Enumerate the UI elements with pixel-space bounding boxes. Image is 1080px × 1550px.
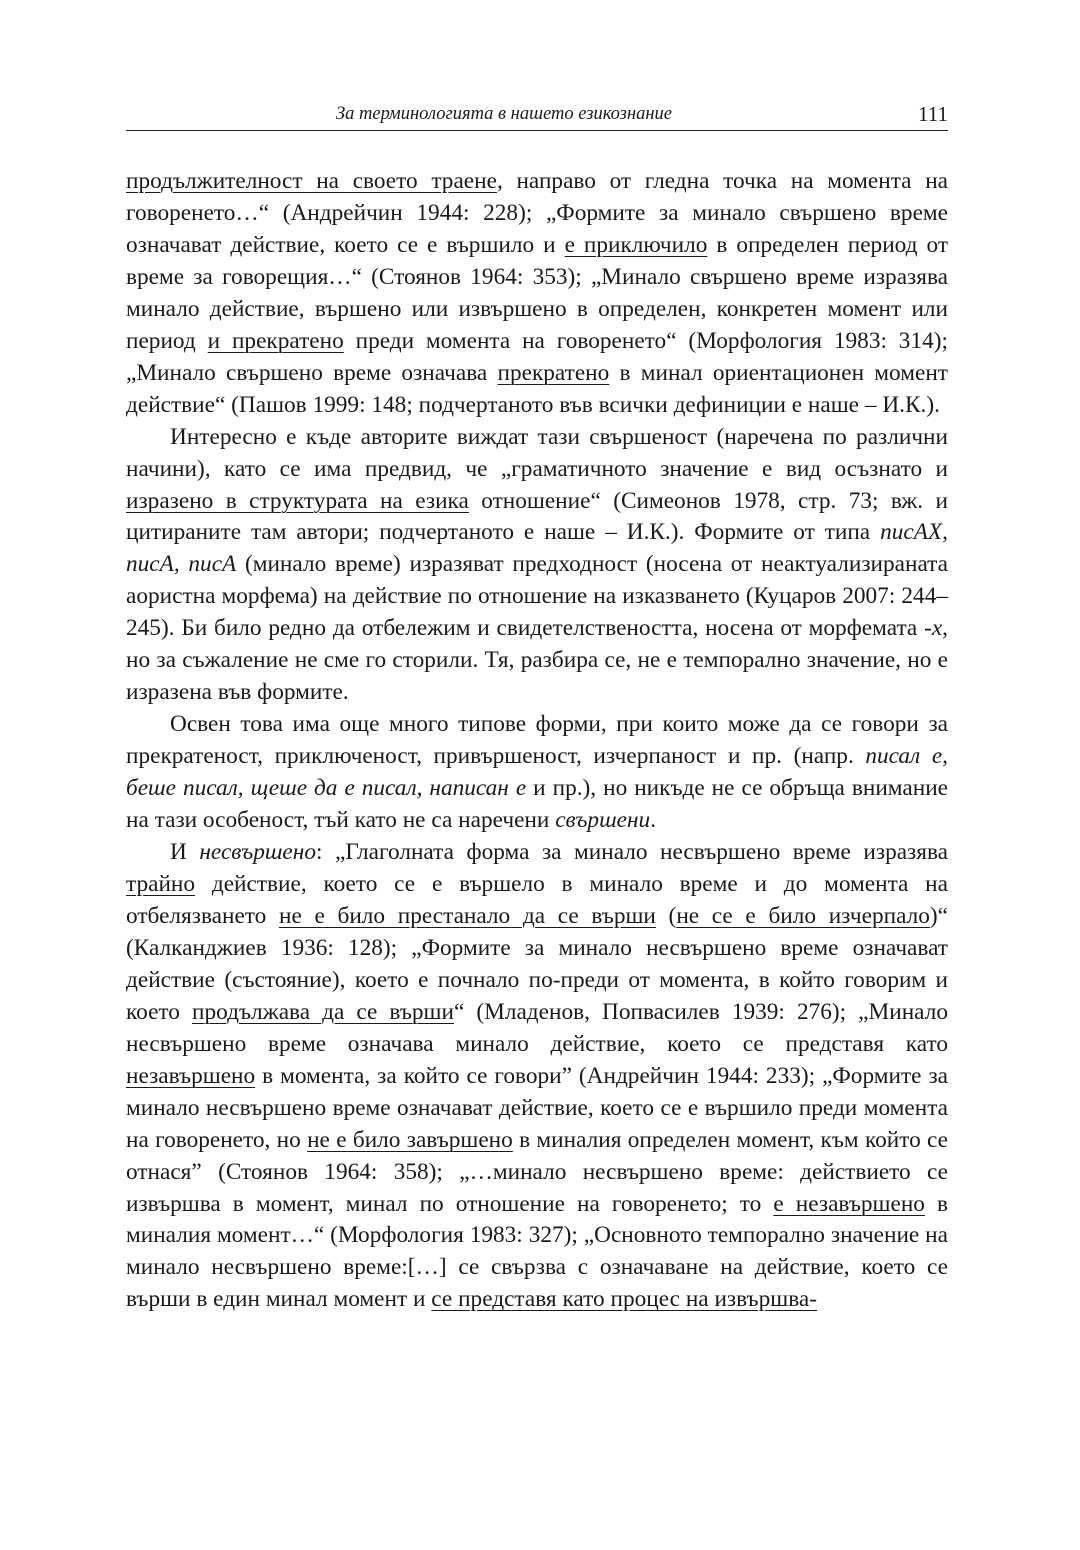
text-run: в миналия определен момент, към който се отнася” (Стоянов 1964: 358); „…минало несвършено време: действието се извършва в момент, минал по отношение на говоренето; то (126, 1126, 948, 1217)
text-run: . (650, 807, 657, 834)
text-run: отношение“ (Симеонов 1978, стр. 73; вж. и цитираните там автори; подчертаното е наше – И.К.). Формите от типа (126, 487, 948, 546)
page-header (126, 100, 948, 131)
page-number: 111 (918, 102, 948, 126)
text-run: И (170, 839, 200, 866)
underlined-text: не е било завършено (307, 1126, 513, 1153)
italic-text: -х (924, 615, 943, 642)
text-run: в минал ориентационен момент действие“ (Пашов 1999: 148; подчертаното във всички дефиниции е наше – И.К.). (126, 359, 948, 418)
italic-text: писАХ, писА, писА (126, 519, 948, 578)
paragraph (126, 709, 948, 837)
text-run: )“ (Калканджиев 1936: 128); „Формите за минало несвършено време означават действие (състояние), което е почнало по-преди от момента, в който говорим и което (126, 902, 949, 1025)
text-run: преди момента на говоренето“ (Морфология 1983: 314); „Минало свършено време означава (126, 327, 948, 386)
text-run: действие, което се е вършело в минало време и до момента на отбелязването (126, 870, 948, 929)
underlined-text: не се е било изчерпало (676, 902, 930, 929)
underlined-text: незавършено (126, 1062, 256, 1089)
underlined-text: се представя като процес на извършва- (431, 1286, 817, 1313)
underlined-text: прекратено (497, 359, 610, 386)
text-run: “ (Младенов, Попвасилев 1939: 276); „Минало несвършено време означава минало действие, което се представя като (126, 998, 948, 1057)
underlined-text: изразено в структурата на езика (126, 487, 469, 514)
underlined-text: продължава да се върши (192, 998, 454, 1025)
text-run: : „Глаголната форма за минало несвършено време изразява (315, 839, 949, 866)
text-run: в определен период от време за говорещия…“ (Стоянов 1964: 353); „Минало свършено време изразява минало действие, вършено или извършено в определен, конкретен момент или период (126, 231, 949, 354)
text-run: Интересно е къде авторите виждат тази свършеност (наречена по различни начини), като се има предвид, че „граматичното значение е вид осъзнато и (126, 423, 948, 482)
paragraph (126, 837, 948, 1316)
italic-text: писал е, беше писал, щеше да е писал, написан е (126, 743, 948, 802)
text-run: в момента, за който се говори” (Андрейчин 1944: 233); „Формите за минало несвършено време означават действие, което се е вършило преди момента на говоренето, но (126, 1062, 948, 1153)
text-run: ( (655, 902, 677, 929)
underlined-text: е приключило (564, 231, 708, 258)
text-run: Освен това има още много типове форми, при които може да се говори за прекратеност, приключеност, привършеност, изчерпаност и пр. (напр. (126, 711, 948, 770)
text-run: , но за съжаление не сме го сторили. Тя, разбира се, не е темпорално значение, но е изразена във формите. (126, 615, 948, 706)
underlined-text: е незавършено (773, 1190, 925, 1217)
running-title: За терминологията в нашето езикознание (336, 104, 672, 124)
page-body (126, 166, 948, 1316)
underlined-text: не е било престанало да се върши (278, 902, 656, 929)
paragraph (126, 422, 948, 710)
text-run: , направо от гледна точка на момента на говоренето…“ (Андрейчин 1944: 228); „Формите за минало свършено време означават действие, което се е вършило и (126, 168, 948, 258)
paragraph (126, 166, 948, 422)
text-run: в миналия момент…“ (Морфология 1983: 327); „Основното темпорално значение на минало несвършено време:[…] се свързва с означаване на действие, което се върши в един минал момент и (126, 1190, 948, 1313)
text-run: (минало време) изразяват предходност (носена от неактуализираната аористна морфема) на действие по отношение на изказването (Куцаров 2007: 244–245). Би било редно да отбележим и свидетелствеността, носена от морфемата (126, 551, 948, 642)
italic-text: свършени (555, 807, 651, 834)
underlined-text: трайно (126, 870, 196, 897)
underlined-text: и прекратено (207, 327, 344, 354)
text-run: и пр.), но никъде не се обръща внимание на тази особеност, тъй като не са наречени (126, 775, 948, 834)
underlined-text: продължителност на своето траене (126, 168, 497, 194)
italic-text: несвършено (199, 839, 316, 866)
